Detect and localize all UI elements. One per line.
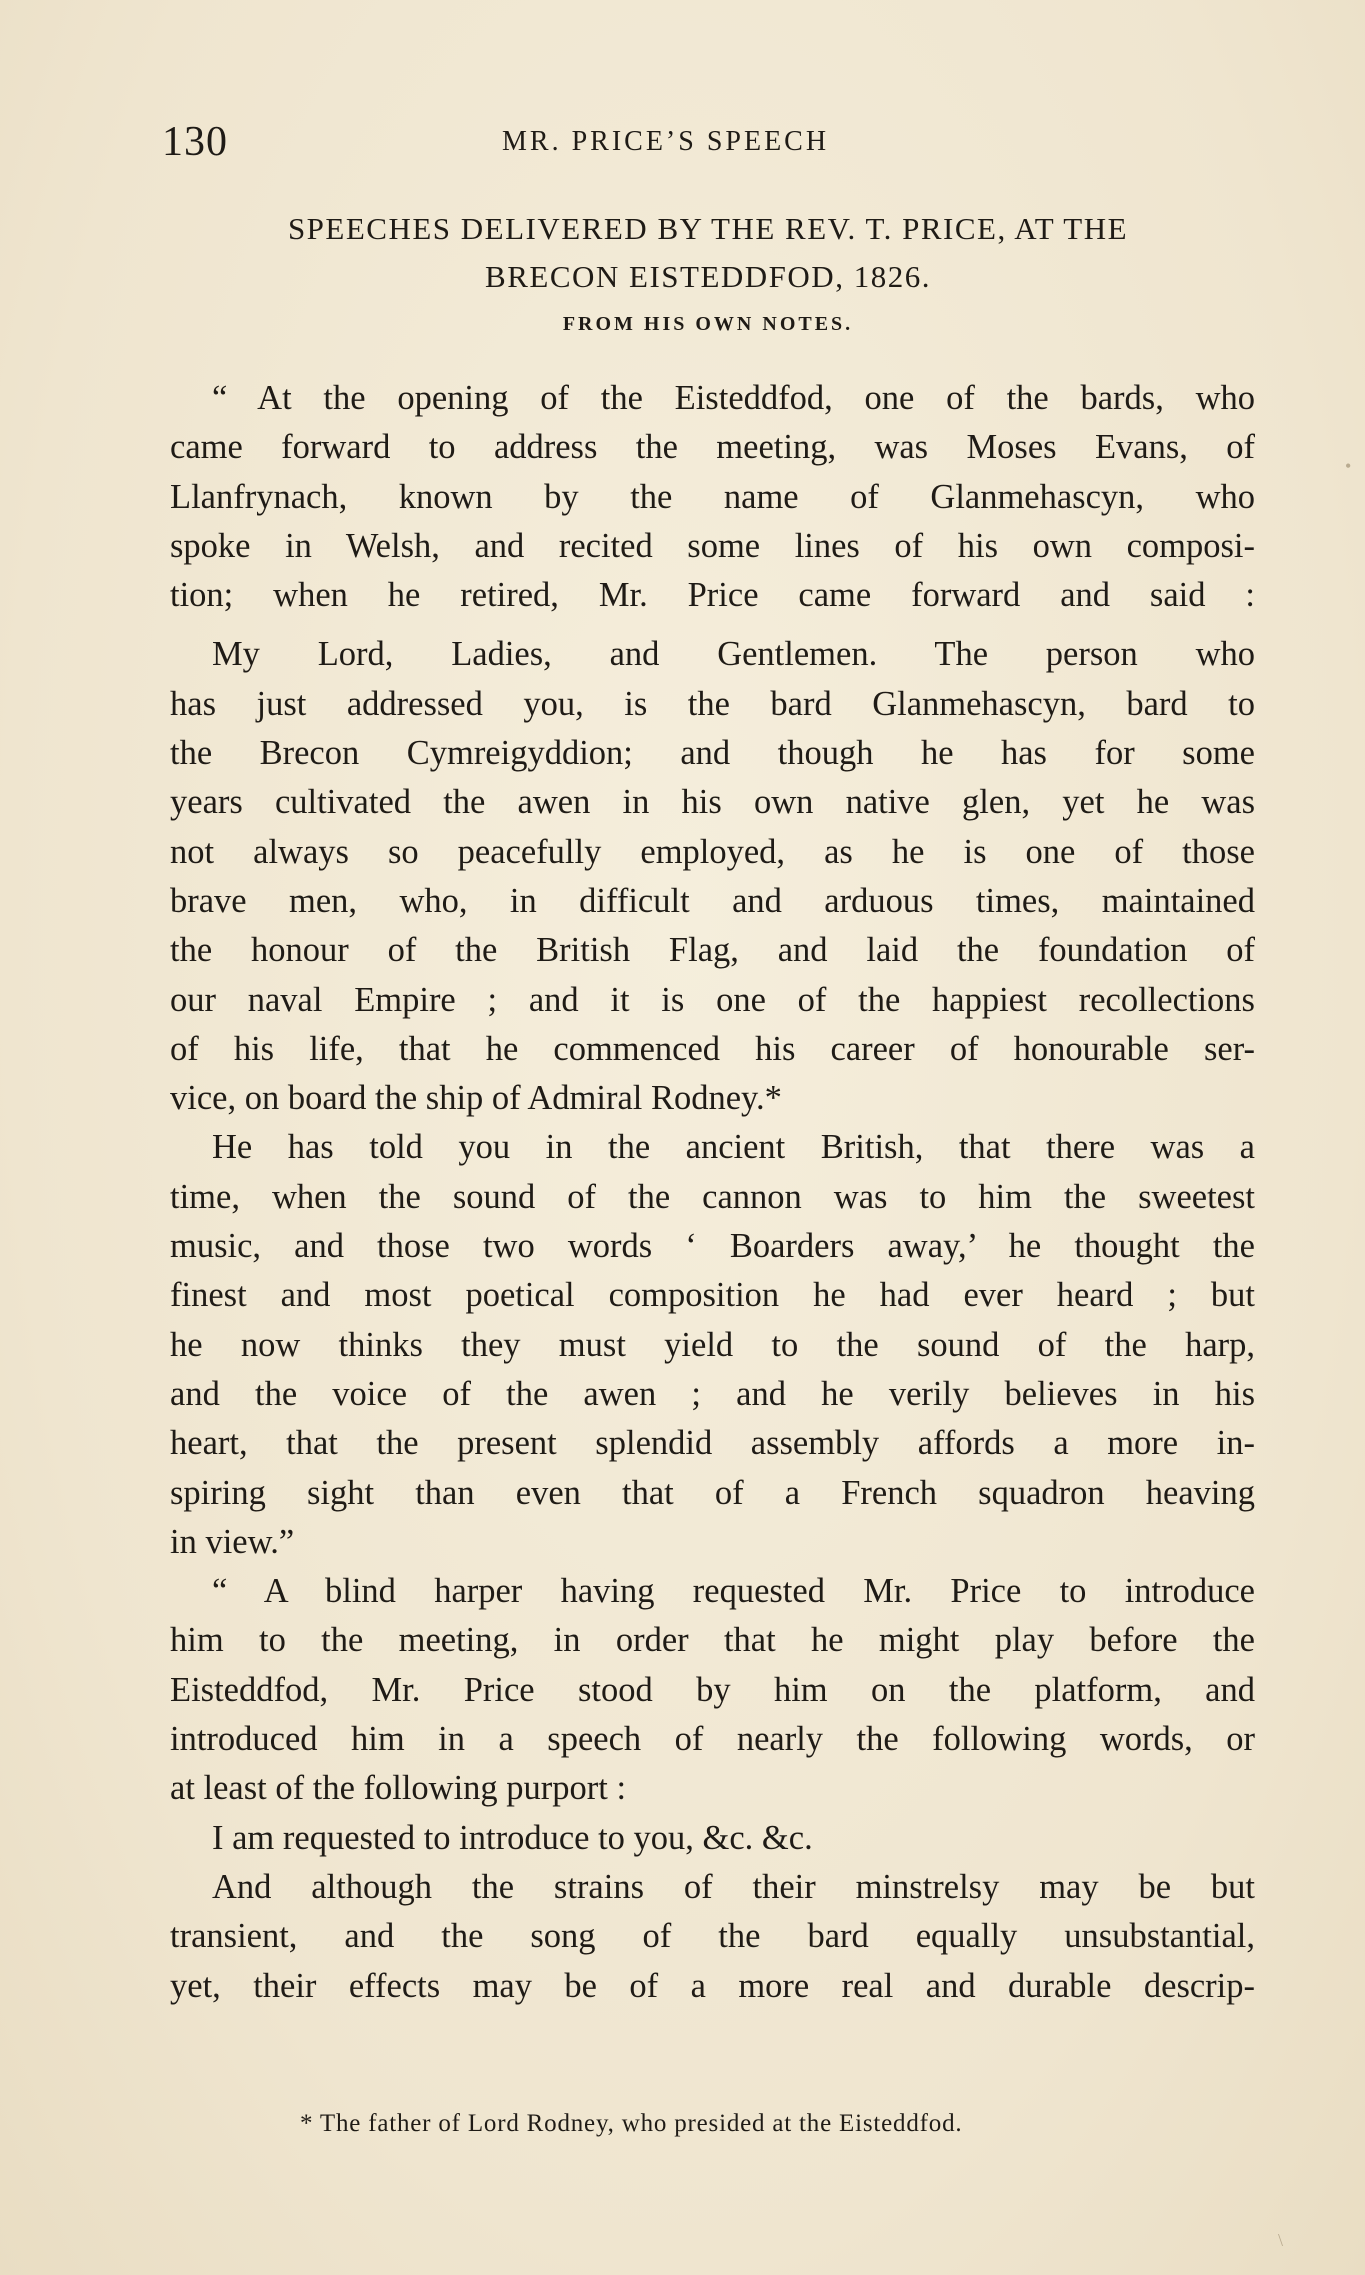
text-line: finest and most poetical composition he had ever heard ; but [170, 1276, 1255, 1315]
page-header [162, 118, 1254, 178]
text-line: of his life, that he commenced his career of honourable ser- [170, 1029, 1255, 1068]
text-line: has just addressed you, is the bard Glanmehascyn, bard to [170, 684, 1255, 723]
title-line-1: SPEECHES DELIVERED BY THE REV. T. PRICE, AT THE [287, 211, 1129, 246]
text-line: My Lord, Ladies, and Gentlemen. The person who [212, 635, 1255, 674]
text-line: tion; when he retired, Mr. Price came forward and said : [170, 576, 1255, 615]
text-line: transient, and the song of the bard equally unsubstantial, [170, 1917, 1255, 1956]
text-line: at least of the following purport : [170, 1769, 627, 1808]
text-line: he now thinks they must yield to the sound of the harp, [170, 1325, 1255, 1364]
text-line: music, and those two words ‘ Boarders away,’ he thought the [170, 1227, 1255, 1266]
paper-speck: \ [1278, 2230, 1284, 2250]
text-line: time, when the sound of the cannon was to him the sweetest [170, 1177, 1255, 1216]
text-line: in view.” [170, 1522, 295, 1561]
text-line: Llanfrynach, known by the name of Glanmehascyn, who [170, 477, 1255, 516]
section-title [162, 205, 1254, 336]
footnote: * The father of Lord Rodney, who presided at the Eisteddfod. [300, 2110, 963, 2137]
text-line: heart, that the present splendid assembly affords a more in- [170, 1424, 1255, 1463]
text-line: “ At the opening of the Eisteddfod, one of the bards, who [212, 379, 1255, 417]
text-line: yet, their effects may be of a more real and durable descrip- [170, 1966, 1255, 2005]
text-line: introduced him in a speech of nearly the following words, or [170, 1720, 1255, 1759]
running-head: MR. PRICE’S SPEECH [502, 126, 830, 157]
text-line: “ A blind harper having requested Mr. Price to introduce [212, 1572, 1255, 1611]
paper-speck: • [1345, 456, 1352, 476]
title-line-2: BRECON EISTEDDFOD, 1826. [485, 259, 931, 294]
text-line: Eisteddfod, Mr. Price stood by him on the platform, and [170, 1670, 1255, 1709]
body-text [170, 374, 1255, 2011]
text-line: our naval Empire ; and it is one of the happiest recollections [170, 980, 1255, 1019]
text-line: the Brecon Cymreigyddion; and though he has for some [170, 734, 1255, 773]
text-line: And although the strains of their minstrelsy may be but [212, 1867, 1255, 1906]
text-line: He has told you in the ancient British, that there was a [212, 1128, 1255, 1167]
text-line: brave men, who, in difficult and arduous times, maintained [170, 881, 1255, 920]
text-line: I am requested to introduce to you, &c. &c. [212, 1818, 813, 1857]
text-line: and the voice of the awen ; and he verily believes in his [170, 1374, 1255, 1413]
text-line: not always so peacefully employed, as he is one of those [170, 832, 1255, 871]
text-line: spoke in Welsh, and recited some lines of his own composi- [170, 526, 1255, 565]
text-line: him to the meeting, in order that he might play before the [170, 1621, 1255, 1660]
page-number: 130 [162, 119, 228, 165]
text-line: the honour of the British Flag, and laid the foundation of [170, 931, 1255, 970]
text-line: came forward to address the meeting, was Moses Evans, of [170, 428, 1255, 467]
text-line: years cultivated the awen in his own native glen, yet he was [170, 783, 1255, 822]
subtitle: FROM HIS OWN NOTES. [562, 313, 854, 335]
text-line: spiring sight than even that of a French squadron heaving [170, 1473, 1255, 1512]
text-line: vice, on board the ship of Admiral Rodney.* [170, 1079, 782, 1118]
